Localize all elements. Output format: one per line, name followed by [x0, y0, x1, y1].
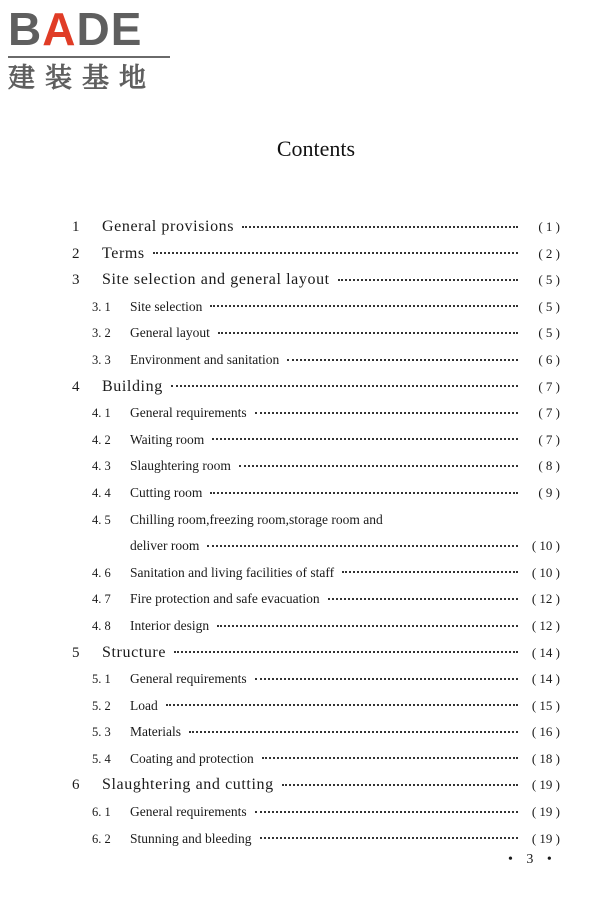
watermark-accent-letter: A	[42, 3, 77, 55]
toc-section-entry[interactable]	[72, 453, 560, 480]
toc-entry-number: 6. 2	[92, 831, 111, 846]
toc-section-entry[interactable]	[72, 799, 560, 826]
toc-entry-title: General provisions	[102, 218, 235, 235]
toc-entry-number: 3. 1	[92, 299, 111, 314]
toc-dot-leader	[255, 677, 518, 680]
toc-entry-title: Stunning and bleeding	[130, 830, 252, 846]
toc-entry-number: 4. 2	[92, 432, 111, 447]
toc-entry-title: Slaughtering room	[130, 458, 231, 474]
toc-entry-page: ( 14 )	[531, 644, 560, 660]
toc-dot-leader	[239, 464, 518, 467]
toc-entry-title: Site selection	[130, 298, 203, 314]
toc-entry-title: Terms	[102, 244, 145, 262]
toc-entry-title: Sanitation and living facilities of staff	[130, 564, 335, 580]
toc-entry-page: ( 7 )	[538, 378, 560, 394]
toc-section-entry[interactable]	[72, 480, 560, 507]
toc-entry-page: ( 8 )	[538, 458, 560, 474]
table-of-contents	[72, 214, 560, 852]
watermark-latin-text: BADE	[8, 3, 143, 55]
toc-dot-leader	[153, 251, 518, 254]
toc-section-entry[interactable]	[72, 347, 560, 374]
toc-entry-page: ( 15 )	[531, 697, 560, 713]
toc-entry-title: Site selection and general layout	[102, 271, 330, 289]
toc-entry-title: Fire protection and safe evacuation	[130, 591, 320, 607]
toc-entry-number: 6	[72, 777, 80, 794]
toc-entry-page: ( 9 )	[538, 484, 560, 500]
toc-entry-title: Materials	[130, 724, 181, 740]
toc-entry-number: 2	[72, 245, 80, 262]
toc-entry-page: ( 5 )	[538, 325, 560, 341]
toc-entry-page: ( 6 )	[538, 351, 560, 367]
toc-chapter-entry[interactable]	[72, 241, 560, 268]
toc-entry-title: Slaughtering and cutting	[102, 776, 274, 794]
toc-entry-page: ( 10 )	[531, 538, 560, 554]
toc-entry-title: Interior design	[130, 617, 210, 633]
toc-entry-number: 5	[72, 644, 80, 661]
toc-entry-number: 1	[72, 219, 80, 235]
toc-section-entry[interactable]	[72, 586, 560, 613]
toc-section-entry[interactable]	[72, 507, 560, 534]
toc-dot-leader	[282, 783, 518, 786]
toc-section-entry[interactable]	[72, 613, 560, 640]
toc-entry-page: ( 7 )	[538, 405, 560, 421]
toc-dot-leader	[260, 836, 519, 839]
toc-entry-page: ( 19 )	[531, 804, 560, 820]
toc-chapter-entry[interactable]	[72, 640, 560, 667]
toc-entry-page: ( 12 )	[531, 591, 560, 607]
toc-entry-number: 5. 2	[92, 698, 111, 713]
toc-chapter-entry[interactable]	[72, 374, 560, 401]
toc-entry-number: 4. 5	[92, 512, 111, 527]
toc-dot-leader	[171, 384, 518, 387]
toc-entry-number: 5. 4	[92, 751, 111, 766]
toc-dot-leader	[342, 570, 518, 573]
toc-entry-title: General requirements	[130, 671, 247, 687]
toc-dot-leader	[255, 810, 518, 813]
toc-entry-page: ( 7 )	[538, 431, 560, 447]
toc-chapter-entry[interactable]	[72, 214, 560, 241]
toc-dot-leader	[218, 331, 518, 334]
toc-dot-leader	[242, 225, 518, 228]
toc-entry-number: 4. 6	[92, 565, 111, 580]
toc-entry-title: General requirements	[130, 405, 247, 421]
toc-entry-page: ( 1 )	[538, 219, 560, 234]
toc-entry-page: ( 5 )	[538, 272, 560, 288]
toc-section-entry[interactable]	[72, 666, 560, 693]
toc-entry-page: ( 2 )	[538, 245, 560, 261]
toc-entry-page: ( 12 )	[531, 617, 560, 633]
footer-page-number: • 3 •	[508, 852, 557, 867]
toc-entry-title: Coating and protection	[130, 750, 254, 766]
toc-entry-title: Structure	[102, 643, 167, 661]
toc-entry-page: ( 5 )	[538, 298, 560, 314]
toc-entry-page: ( 18 )	[531, 750, 560, 766]
toc-chapter-entry[interactable]	[72, 772, 560, 799]
toc-entry-number: 4. 7	[92, 592, 111, 607]
toc-entry-title: Chilling room,freezing room,storage room and	[130, 511, 383, 527]
toc-section-entry[interactable]	[72, 294, 560, 321]
toc-entry-number: 5. 1	[92, 672, 111, 687]
toc-entry-title: Environment and sanitation	[130, 351, 280, 367]
toc-dot-leader	[217, 624, 518, 627]
toc-section-entry[interactable]	[72, 320, 560, 347]
toc-entry-number: 5. 3	[92, 725, 111, 740]
toc-entry-title: Cutting room	[130, 484, 203, 500]
toc-entry-number: 4. 3	[92, 459, 111, 474]
toc-section-entry[interactable]	[72, 746, 560, 773]
toc-section-entry[interactable]	[72, 427, 560, 454]
toc-dot-leader	[338, 278, 518, 281]
toc-section-entry[interactable]	[72, 693, 560, 720]
toc-entry-page: ( 19 )	[531, 777, 560, 793]
page-title: Contents	[276, 136, 356, 161]
toc-section-entry[interactable]	[72, 400, 560, 427]
toc-dot-leader	[255, 411, 518, 414]
watermark-logo	[8, 4, 178, 96]
toc-entry-title: deliver room	[130, 538, 200, 554]
toc-dot-leader	[262, 756, 518, 759]
toc-entry-number: 3	[72, 272, 80, 289]
toc-section-entry[interactable]	[72, 560, 560, 587]
toc-entry-page: ( 19 )	[531, 830, 560, 846]
toc-entry-page: ( 14 )	[531, 671, 560, 687]
toc-entry-page: ( 16 )	[531, 724, 560, 740]
toc-entry-number: 4. 8	[92, 618, 111, 633]
watermark-cjk-text: 建装基地	[8, 63, 156, 94]
toc-entry-page: ( 10 )	[531, 564, 560, 580]
watermark-divider	[8, 56, 170, 58]
toc-entry-number: 4. 1	[92, 406, 111, 421]
toc-dot-leader	[210, 491, 518, 494]
toc-chapter-entry[interactable]	[72, 267, 560, 294]
toc-section-entry[interactable]	[72, 719, 560, 746]
toc-dot-leader	[166, 703, 518, 706]
toc-dot-leader	[210, 304, 518, 307]
toc-entry-number: 4. 4	[92, 485, 111, 500]
toc-entry-number: 3. 3	[92, 352, 111, 367]
toc-dot-leader	[189, 730, 518, 733]
toc-dot-leader	[328, 597, 518, 600]
toc-section-entry[interactable]	[72, 533, 560, 560]
toc-entry-title: Load	[130, 697, 158, 713]
toc-entry-title: Waiting room	[130, 431, 205, 447]
toc-entry-number: 6. 1	[92, 805, 111, 820]
toc-dot-leader	[287, 358, 518, 361]
toc-dot-leader	[212, 437, 518, 440]
toc-entry-number: 4	[72, 378, 80, 395]
toc-entry-number: 3. 2	[92, 326, 111, 341]
toc-entry-title: General requirements	[130, 804, 247, 820]
toc-dot-leader	[207, 544, 518, 547]
toc-entry-title: Building	[102, 377, 163, 395]
toc-section-entry[interactable]	[72, 826, 560, 853]
toc-entry-title: General layout	[130, 325, 210, 341]
toc-dot-leader	[174, 650, 518, 653]
